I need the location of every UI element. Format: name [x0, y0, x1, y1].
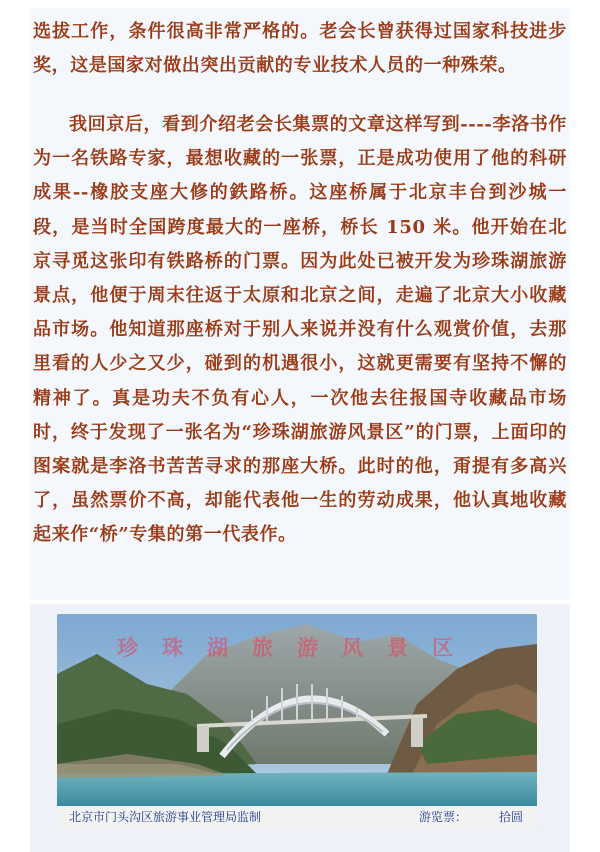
ticket-footer	[57, 806, 537, 828]
ticket-image	[57, 614, 537, 828]
article-paragraph: 选拔工作，条件很高非常严格的。老会长曾获得过国家科技进步奖，这是国家对做出突出贡献的专业技术人员的一种殊荣。	[33, 21, 567, 77]
ticket-price: 拾圆	[498, 810, 523, 824]
ticket-title: 珍珠湖旅游风景区	[117, 635, 477, 660]
ticket-authority: 北京市门头沟区旅游事业管理局监制	[69, 810, 262, 824]
article-paragraph: 我回京后，看到介绍老会长集票的文章这样写到----李洛书作为一名铁路专家，最想收藏的一张票，正是成功使用了他的科研成果--橡胶支座大修的鉄路桥。这座桥属于北京丰台到沙城一段，是当时全国跨度最大的一座桥，桥长 150 米。他开始在北京寻觅这张印有铁路桥的门票。因为此处已被开发为珍珠湖旅游景点，他便于周末往返于太原和北京之间，走遍了北京大小收藏品市场。他知道那座桥对于别人来说并没有什么观赏价值，去那里看的人少之又少，碰到的机遇很小，这就更需要有坚持不懈的精神了。真是功夫不负有心人，一次他去往报国寺收藏品市场时，终于发现了一张名为“珍珠湖旅游风景区”的门票，上面印的图案就是李洛书苦苦寻求的那座大桥。此时的他，甭提有多高兴了，虽然票价不高，却能代表他一生的劳动成果，他认真地收藏起来作“桥”专集的第一代表作。	[33, 114, 567, 546]
ticket-type-label: 游览票：	[418, 810, 467, 824]
